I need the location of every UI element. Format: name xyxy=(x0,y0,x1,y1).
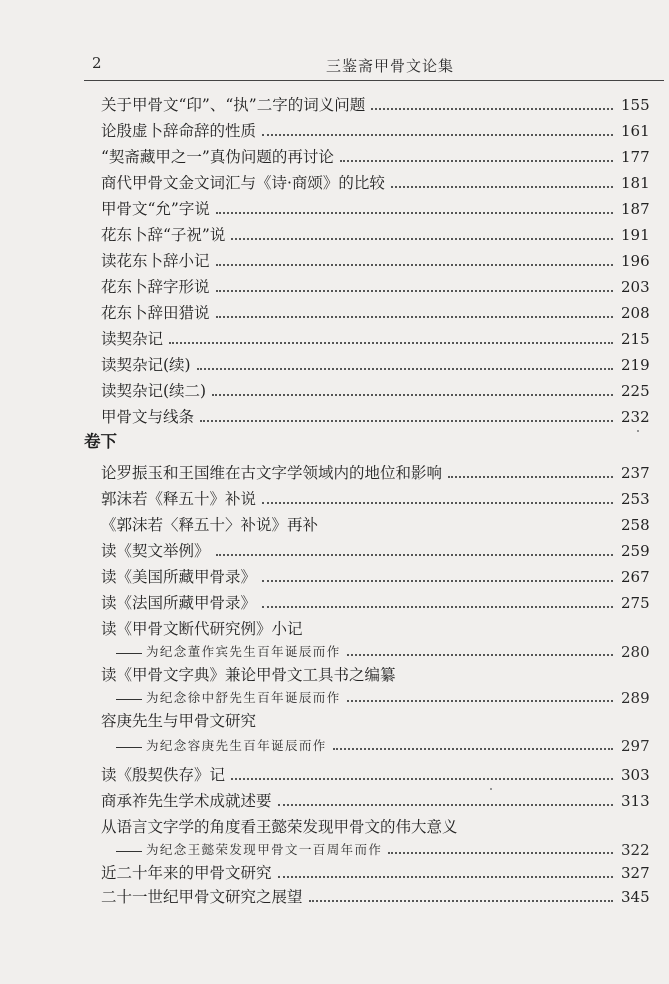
dot-leader xyxy=(216,316,613,318)
dot-leader xyxy=(388,852,613,854)
toc-entry xyxy=(101,276,649,298)
dot-leader xyxy=(340,160,613,162)
toc-subtitle-text: 为纪念容庚先生百年诞辰而作 xyxy=(146,738,327,753)
dot-leader xyxy=(333,748,613,750)
toc-entry xyxy=(101,406,649,428)
toc-entry-page: 181 xyxy=(621,174,650,192)
dot-leader xyxy=(347,700,613,702)
toc-entry-page: 259 xyxy=(621,542,650,560)
toc-entry-title: 读契杂记(续二) xyxy=(101,382,207,400)
toc-entry-page: 237 xyxy=(621,464,650,482)
toc-entry-title: 二十一世纪甲骨文研究之展望 xyxy=(101,888,303,906)
header-rule xyxy=(84,80,664,81)
dot-leader xyxy=(391,186,613,188)
toc-subtitle-text: 为纪念徐中舒先生百年诞辰而作 xyxy=(146,690,341,705)
toc-entry-page: 155 xyxy=(621,96,650,114)
toc-entry xyxy=(101,488,649,510)
toc-entry-title: 花东卜辞“子祝”说 xyxy=(101,226,226,244)
toc-entry-subtitle xyxy=(116,688,649,708)
dot-leader xyxy=(231,778,613,780)
dot-leader xyxy=(262,580,613,582)
em-dash xyxy=(116,699,142,700)
toc-entry-subtitle xyxy=(116,736,649,756)
page-number: 2 xyxy=(92,54,102,72)
toc-entry-title: 《郭沫若〈释五十〉补说》再补 xyxy=(101,516,319,534)
em-dash xyxy=(116,851,142,852)
toc-entry xyxy=(101,198,649,220)
dot-leader xyxy=(262,134,613,136)
toc-entry-page: 219 xyxy=(621,356,650,374)
toc-entry-title: 读《美国所藏甲骨录》 xyxy=(101,568,257,586)
toc-entry-page: 232 xyxy=(621,408,650,426)
toc-entry xyxy=(101,816,649,838)
toc-entry-page: 225 xyxy=(621,382,650,400)
dot-leader xyxy=(216,212,613,214)
toc-entry xyxy=(101,790,649,812)
toc-entry-page: 191 xyxy=(621,226,650,244)
toc-entry xyxy=(101,862,649,884)
dot-leader xyxy=(371,108,613,110)
toc-entry-page: 258 xyxy=(621,516,650,534)
toc-entry-subtitle xyxy=(116,642,649,662)
toc-entry xyxy=(101,146,649,168)
toc-entry-page: 253 xyxy=(621,490,650,508)
dot-leader xyxy=(200,420,613,422)
dot-leader xyxy=(278,804,613,806)
toc-entry-title: 读花东卜辞小记 xyxy=(101,252,210,270)
toc-entry-page: 203 xyxy=(621,278,650,296)
toc-entry-page: 161 xyxy=(621,122,650,140)
dot-leader xyxy=(216,290,613,292)
toc-entry-title: 读《法国所藏甲骨录》 xyxy=(101,594,257,612)
toc-entry-page: 275 xyxy=(621,594,650,612)
toc-entry xyxy=(101,618,649,640)
toc-entry-title: 商代甲骨文金文词汇与《诗·商颂》的比较 xyxy=(101,174,385,192)
toc-entry-page: 208 xyxy=(621,304,650,322)
toc-entry-title: 近二十年来的甲骨文研究 xyxy=(101,864,272,882)
toc-entry-title: 容庚先生与甲骨文研究 xyxy=(101,712,257,730)
toc-entry-title: 读《契文举例》 xyxy=(101,542,210,560)
toc-entry-page: 177 xyxy=(621,148,650,166)
toc-entry-page: 267 xyxy=(621,568,650,586)
toc-entry-page: 303 xyxy=(621,766,650,784)
toc-entry xyxy=(101,462,649,484)
dot-leader xyxy=(262,606,613,608)
dot-leader xyxy=(216,264,613,266)
dot-leader xyxy=(231,238,613,240)
toc-entry xyxy=(101,514,649,536)
toc-entry xyxy=(101,354,649,376)
toc-subtitle-text: 为纪念董作宾先生百年诞辰而作 xyxy=(146,644,341,659)
section-heading: 卷下 xyxy=(84,432,117,451)
toc-entry-page: 187 xyxy=(621,200,650,218)
dot-leader xyxy=(216,554,613,556)
toc-entry-page: 196 xyxy=(621,252,650,270)
toc-entry-page: 327 xyxy=(621,864,650,882)
toc-entry xyxy=(101,592,649,614)
em-dash xyxy=(116,653,142,654)
running-header-title: 三鉴斋甲骨文论集 xyxy=(325,57,454,75)
dot-leader xyxy=(169,342,613,344)
toc-entry-title: “契斋藏甲之一”真伪问题的再讨论 xyxy=(101,148,334,166)
toc-entry-title: 读《甲骨文字典》兼论甲骨文工具书之编纂 xyxy=(101,666,396,684)
dot-leader xyxy=(262,502,613,504)
toc-entry xyxy=(101,172,649,194)
dot-leader xyxy=(278,876,613,878)
toc-entry-title: 论殷虚卜辞命辞的性质 xyxy=(101,122,257,140)
toc-entry-title: 甲骨文与线条 xyxy=(101,408,195,426)
toc-entry-title: 郭沫若《释五十》补说 xyxy=(101,490,257,508)
toc-entry xyxy=(101,250,649,272)
toc-entry-page: 345 xyxy=(621,888,650,906)
toc-entry-title: 读《殷契佚存》记 xyxy=(101,766,226,784)
toc-entry xyxy=(101,94,649,116)
dot-leader xyxy=(347,654,613,656)
toc-entry-title: 从语言文字学的角度看王懿荣发现甲骨文的伟大意义 xyxy=(101,818,458,836)
toc-entry-title: 花东卜辞字形说 xyxy=(101,278,210,296)
toc-entry xyxy=(101,540,649,562)
toc-entry-page: 322 xyxy=(621,841,650,859)
toc-entry xyxy=(101,328,649,350)
dot-leader xyxy=(448,476,613,478)
toc-entry xyxy=(101,664,649,686)
toc-entry xyxy=(101,120,649,142)
toc-entry-title: 读契杂记(续) xyxy=(101,356,191,374)
toc-entry xyxy=(101,764,649,786)
toc-entry xyxy=(101,302,649,324)
paper-speck xyxy=(637,430,639,432)
toc-entry xyxy=(101,886,649,908)
toc-entry-title: 花东卜辞田猎说 xyxy=(101,304,210,322)
toc-entry-title: 关于甲骨文“印”、“执”二字的词义问题 xyxy=(101,96,366,114)
toc-entry xyxy=(101,380,649,402)
toc-entry xyxy=(101,710,649,732)
toc-entry-subtitle xyxy=(116,840,649,860)
em-dash xyxy=(116,747,142,748)
toc-entry-title: 甲骨文“允”字说 xyxy=(101,200,210,218)
toc-entry xyxy=(101,224,649,246)
toc-entry-page: 215 xyxy=(621,330,650,348)
toc-entry-page: 297 xyxy=(621,737,650,755)
toc-subtitle-text: 为纪念王懿荣发现甲骨文一百周年而作 xyxy=(146,842,383,857)
toc-entry xyxy=(101,566,649,588)
toc-entry-title: 商承祚先生学术成就述要 xyxy=(101,792,272,810)
toc-entry-page: 289 xyxy=(621,689,650,707)
dot-leader xyxy=(197,368,613,370)
toc-entry-title: 读契杂记 xyxy=(101,330,164,348)
toc-entry-title: 论罗振玉和王国维在古文字学领域内的地位和影响 xyxy=(101,464,443,482)
toc-entry-page: 313 xyxy=(621,792,650,810)
toc-entry-title: 读《甲骨文断代研究例》小记 xyxy=(101,620,303,638)
dot-leader xyxy=(309,900,613,902)
toc-entry-page: 280 xyxy=(621,643,650,661)
paper-speck xyxy=(490,788,492,790)
dot-leader xyxy=(212,394,613,396)
